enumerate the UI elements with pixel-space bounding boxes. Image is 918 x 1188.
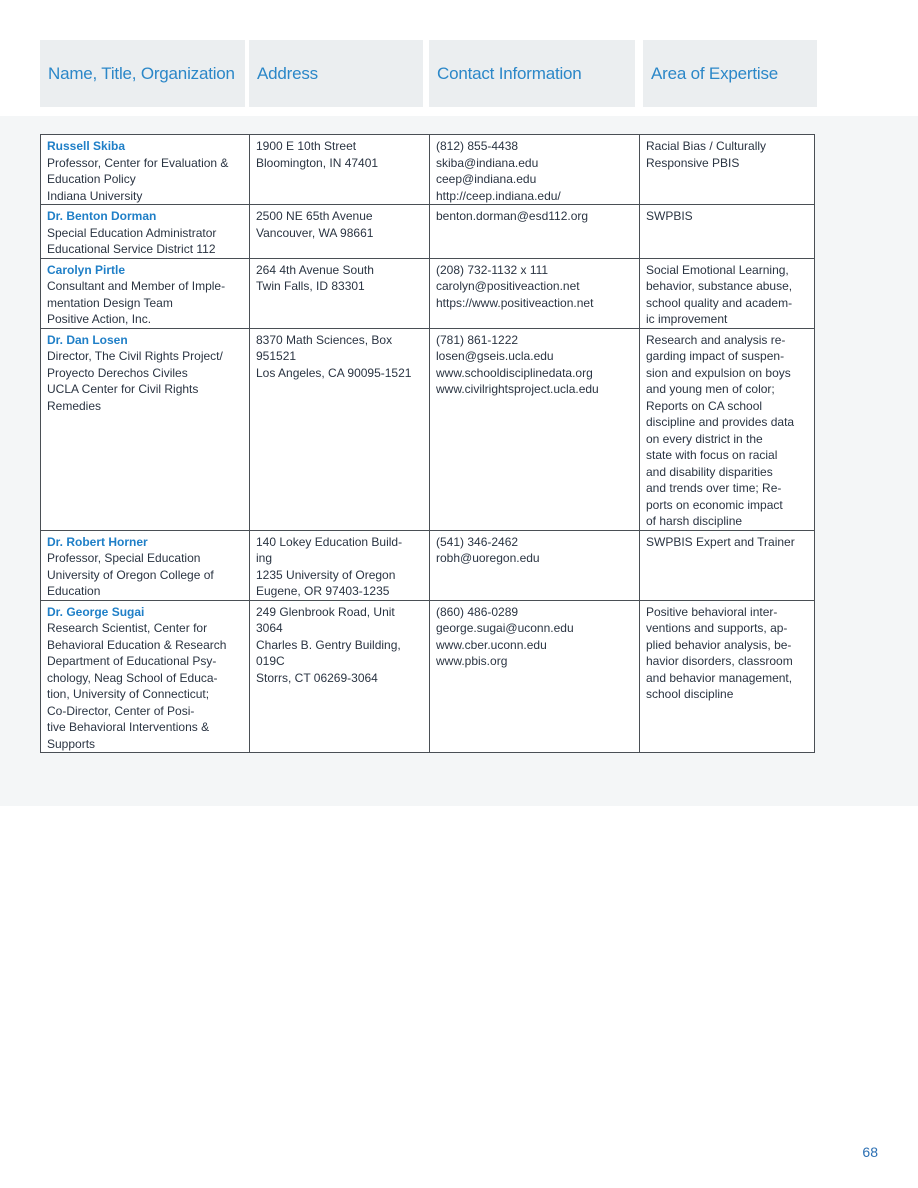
contact-line: ceep@indiana.edu xyxy=(436,172,537,186)
expertise-line: Racial Bias / Culturally xyxy=(646,139,767,153)
expertise-line: and behavior management, xyxy=(646,670,793,685)
person-name: Dr. George Sugai xyxy=(47,604,145,619)
expertise-line: school quality and academ- xyxy=(646,295,793,310)
contact-line: carolyn@positiveaction.net xyxy=(436,279,580,293)
address-line: 249 Glenbrook Road, Unit xyxy=(256,604,395,619)
expertise-line: Research and analysis re- xyxy=(646,332,786,347)
contact-line: (812) 855-4438 xyxy=(436,139,519,153)
expertise-line: ports on economic impact xyxy=(646,497,783,512)
organization-line: Indiana University xyxy=(47,188,143,203)
address-line: Bloomington, IN 47401 xyxy=(256,155,379,170)
table-row xyxy=(41,135,815,205)
contact-line: www.civilrightsproject.ucla.edu xyxy=(436,382,599,396)
address-cell xyxy=(250,258,430,328)
contact-cell xyxy=(430,205,640,259)
contact-line: (860) 486-0289 xyxy=(436,604,519,619)
address-cell xyxy=(250,600,430,753)
expertise-line: of harsh discipline xyxy=(646,514,743,528)
person-name: Dr. Robert Horner xyxy=(47,534,148,549)
organization-line: UCLA Center for Civil Rights xyxy=(47,382,199,396)
expertise-line: and disability disparities xyxy=(646,464,773,479)
expertise-cell xyxy=(640,205,815,259)
expertise-cell xyxy=(640,328,815,530)
expertise-line: plied behavior analysis, be- xyxy=(646,637,792,652)
contact-cell xyxy=(430,600,640,753)
expertise-cell xyxy=(640,530,815,600)
address-line: 1900 E 10th Street xyxy=(256,139,357,153)
organization-line: Proyecto Derechos Civiles xyxy=(47,365,188,380)
expertise-line: Social Emotional Learning, xyxy=(646,262,789,277)
contacts-table xyxy=(40,134,815,753)
person-name: Dr. Benton Dorman xyxy=(47,209,157,223)
expertise-line: ventions and supports, ap- xyxy=(646,621,788,635)
name-title-organization-cell xyxy=(41,600,250,753)
name-title-organization-cell xyxy=(41,258,250,328)
address-cell xyxy=(250,135,430,205)
address-cell xyxy=(250,530,430,600)
organization-line: tion, University of Connecticut; xyxy=(47,687,210,701)
contact-line: benton.dorman@esd112.org xyxy=(436,209,589,223)
address-line: 264 4th Avenue South xyxy=(256,262,374,277)
organization-line: Supports xyxy=(47,736,96,751)
person-name: Dr. Dan Losen xyxy=(47,332,128,347)
expertise-cell xyxy=(640,258,815,328)
table-row xyxy=(41,530,815,600)
address-line: Los Angeles, CA 90095-1521 xyxy=(256,365,412,380)
expertise-line: SWPBIS Expert and Trainer xyxy=(646,534,795,549)
organization-line: Educational Service District 112 xyxy=(47,242,216,256)
address-line: 1235 University of Oregon xyxy=(256,567,396,582)
table-row xyxy=(41,258,815,328)
address-line: 8370 Math Sciences, Box xyxy=(256,332,393,347)
address-line: 3064 xyxy=(256,621,283,635)
contact-line: (208) 732-1132 x 111 xyxy=(436,262,549,277)
contact-cell xyxy=(430,135,640,205)
name-title-organization-cell xyxy=(41,205,250,259)
expertise-cell xyxy=(640,600,815,753)
organization-line: Consultant and Member of Imple- xyxy=(47,279,226,293)
organization-line: Department of Educational Psy- xyxy=(47,654,217,668)
organization-line: Education xyxy=(47,584,101,598)
contact-line: http://ceep.indiana.edu/ xyxy=(436,188,561,203)
expertise-line: ic improvement xyxy=(646,312,728,326)
expertise-line: school discipline xyxy=(646,687,734,701)
expertise-line: SWPBIS xyxy=(646,209,693,223)
expertise-line: Positive behavioral inter- xyxy=(646,604,778,619)
contact-line: losen@gseis.ucla.edu xyxy=(436,349,554,363)
organization-line: tive Behavioral Interventions & xyxy=(47,720,210,734)
address-line: ing xyxy=(256,551,273,565)
person-name: Russell Skiba xyxy=(47,139,126,153)
table-row xyxy=(41,205,815,259)
contact-line: (541) 346-2462 xyxy=(436,534,519,549)
organization-line: Professor, Special Education xyxy=(47,551,201,565)
organization-line: chology, Neag School of Educa- xyxy=(47,670,218,685)
expertise-line: Reports on CA school xyxy=(646,398,763,413)
address-cell xyxy=(250,328,430,530)
header-area-of-expertise: Area of Expertise xyxy=(643,40,817,107)
contact-line: https://www.positiveaction.net xyxy=(436,295,594,310)
address-line: Twin Falls, ID 83301 xyxy=(256,279,365,293)
table-row xyxy=(41,600,815,753)
name-title-organization-cell xyxy=(41,135,250,205)
expertise-line: Responsive PBIS xyxy=(646,155,740,170)
organization-line: Special Education Administrator xyxy=(47,225,217,240)
organization-line: Director, The Civil Rights Project/ xyxy=(47,349,223,363)
name-title-organization-cell xyxy=(41,328,250,530)
expertise-line: havior disorders, classroom xyxy=(646,654,793,668)
contact-line: robh@uoregon.edu xyxy=(436,551,540,565)
name-title-organization-cell xyxy=(41,530,250,600)
address-line: Storrs, CT 06269-3064 xyxy=(256,670,378,685)
page-number: 68 xyxy=(862,1144,878,1160)
organization-line: Positive Action, Inc. xyxy=(47,312,152,326)
expertise-line: sion and expulsion on boys xyxy=(646,365,791,380)
expertise-cell xyxy=(640,135,815,205)
contact-cell xyxy=(430,328,640,530)
expertise-line: discipline and provides data xyxy=(646,415,795,429)
address-line: Eugene, OR 97403-1235 xyxy=(256,584,390,598)
organization-line: Remedies xyxy=(47,398,102,413)
address-line: 019C xyxy=(256,654,285,668)
contact-line: skiba@indiana.edu xyxy=(436,155,539,170)
contact-cell xyxy=(430,530,640,600)
header-contact-information: Contact Information xyxy=(429,40,635,107)
address-line: 951521 xyxy=(256,349,297,363)
expertise-line: behavior, substance abuse, xyxy=(646,279,793,293)
table-row xyxy=(41,328,815,530)
organization-line: University of Oregon College of xyxy=(47,567,214,582)
address-line: Vancouver, WA 98661 xyxy=(256,225,374,240)
header-address: Address xyxy=(249,40,423,107)
contact-line: george.sugai@uconn.edu xyxy=(436,621,574,635)
organization-line: Research Scientist, Center for xyxy=(47,621,208,635)
expertise-line: and young men of color; xyxy=(646,382,775,396)
expertise-line: on every district in the xyxy=(646,431,763,446)
organization-line: mentation Design Team xyxy=(47,295,173,310)
person-name: Carolyn Pirtle xyxy=(47,262,126,277)
expertise-line: and trends over time; Re- xyxy=(646,481,782,495)
contact-line: www.schooldisciplinedata.org xyxy=(436,365,593,380)
contact-line: www.cber.uconn.edu xyxy=(436,637,547,652)
address-line: 140 Lokey Education Build- xyxy=(256,534,403,549)
contact-line: www.pbis.org xyxy=(436,654,508,668)
expertise-line: state with focus on racial xyxy=(646,448,778,462)
organization-line: Co-Director, Center of Posi- xyxy=(47,703,195,718)
contact-cell xyxy=(430,258,640,328)
address-line: Charles B. Gentry Building, xyxy=(256,637,401,652)
header-name-title-organization: Name, Title, Organization xyxy=(40,40,245,107)
address-line: 2500 NE 65th Avenue xyxy=(256,209,373,223)
organization-line: Education Policy xyxy=(47,172,136,186)
organization-line: Behavioral Education & Research xyxy=(47,637,227,652)
expertise-line: garding impact of suspen- xyxy=(646,349,785,363)
address-cell xyxy=(250,205,430,259)
contact-line: (781) 861-1222 xyxy=(436,332,519,347)
organization-line: Professor, Center for Evaluation & xyxy=(47,155,229,170)
